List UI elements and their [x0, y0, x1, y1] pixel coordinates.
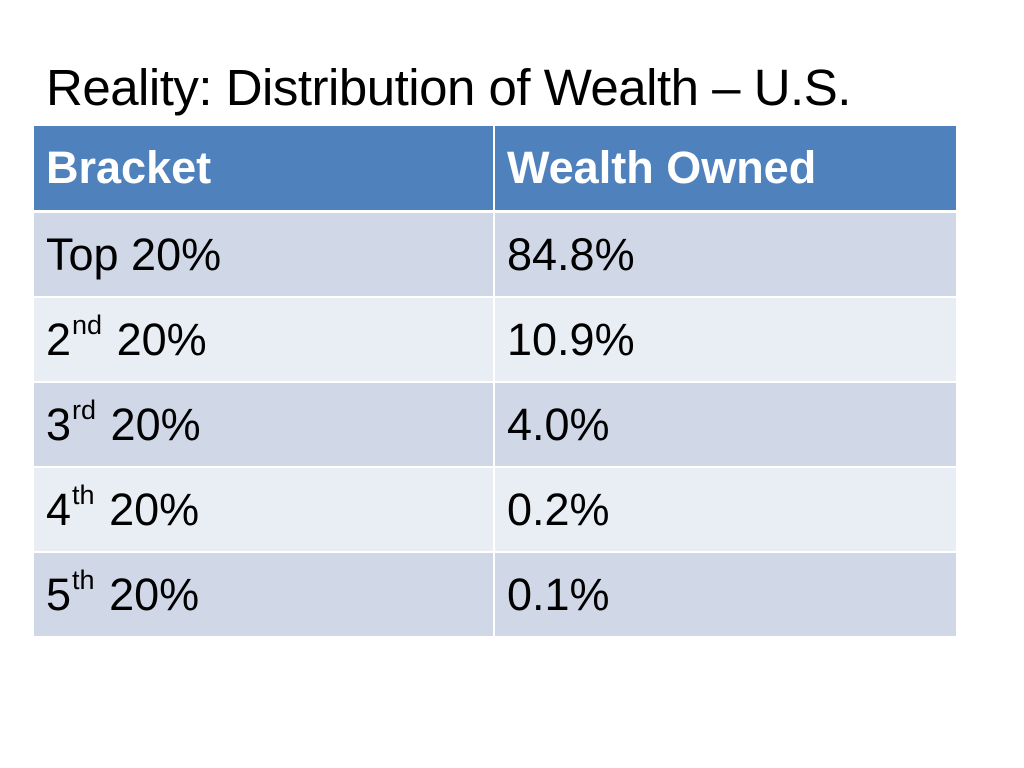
table-header-row	[34, 126, 956, 212]
bracket-cell	[34, 467, 494, 552]
wealth-distribution-table	[34, 126, 956, 636]
ordinal-suffix: rd	[72, 394, 97, 425]
bracket-cell	[34, 382, 494, 467]
bracket-percent: 20%	[96, 483, 200, 535]
wealth-owned-cell: 84.8%	[494, 212, 956, 298]
bracket-cell	[34, 212, 494, 298]
ordinal-suffix: th	[72, 479, 95, 510]
bracket-percent: 20%	[98, 398, 201, 450]
table-row	[34, 382, 956, 467]
wealth-owned-cell: 0.2%	[494, 467, 956, 552]
wealth-owned-cell: 10.9%	[494, 297, 956, 382]
table-row	[34, 467, 956, 552]
table-row	[34, 297, 956, 382]
bracket-ordinal: 5	[46, 568, 72, 620]
bracket-percent: 20%	[96, 568, 200, 620]
bracket-percent: 20%	[104, 313, 207, 365]
ordinal-suffix: th	[72, 564, 95, 595]
bracket-ordinal: 3	[46, 398, 72, 450]
column-header-bracket: Bracket	[34, 126, 494, 212]
bracket-ordinal: 4	[46, 483, 72, 535]
table-row	[34, 552, 956, 636]
bracket-ordinal: 2	[46, 313, 72, 365]
bracket-label: Top 20%	[46, 228, 222, 280]
table-row	[34, 212, 956, 298]
ordinal-suffix: nd	[72, 309, 103, 340]
bracket-cell	[34, 297, 494, 382]
column-header-wealth-owned: Wealth Owned	[494, 126, 956, 212]
wealth-owned-cell: 0.1%	[494, 552, 956, 636]
bracket-cell	[34, 552, 494, 636]
slide-title: Reality: Distribution of Wealth – U.S.	[46, 59, 851, 116]
wealth-owned-cell: 4.0%	[494, 382, 956, 467]
